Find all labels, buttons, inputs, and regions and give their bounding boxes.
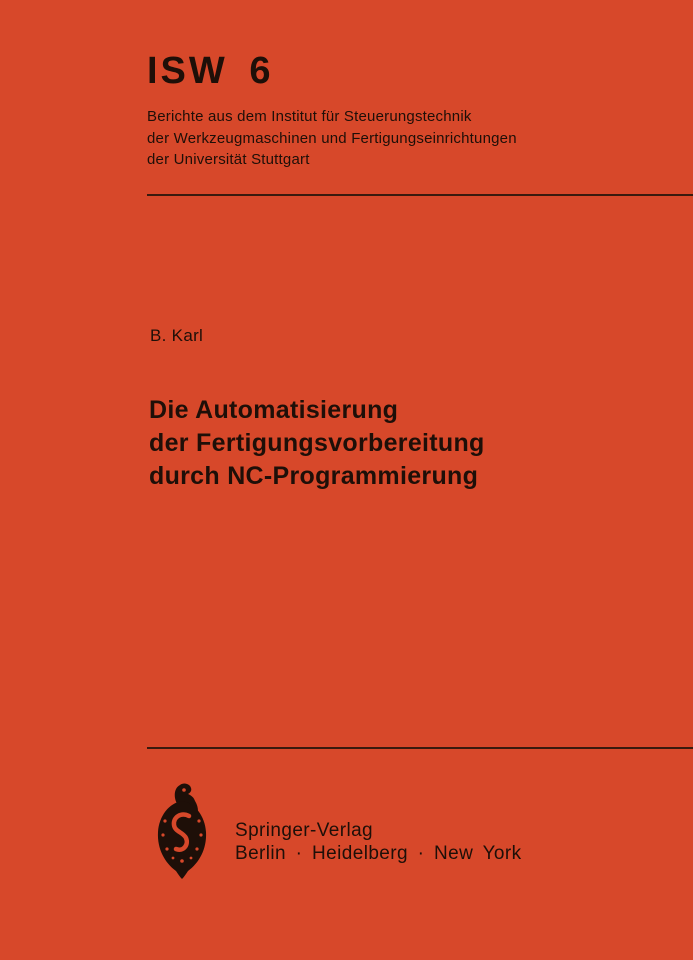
springer-knight-emblem-icon: [155, 783, 209, 879]
publisher-block: [235, 819, 522, 865]
title-line-1: Die Automatisierung: [149, 396, 399, 424]
series-code: ISW 6: [147, 50, 274, 92]
book-title: [149, 394, 485, 493]
title-line-2: der Fertigungsvorbereitung: [149, 429, 485, 457]
institute-line-2: der Werkzeugmaschinen und Fertigungseinrichtungen: [147, 129, 517, 147]
publisher-name: Springer-Verlag: [235, 820, 374, 841]
institute-line-3: der Universität Stuttgart: [147, 151, 310, 168]
institute-subtitle: [147, 106, 517, 171]
top-divider-rule: [147, 194, 693, 196]
title-line-3: durch NC-Programmierung: [149, 462, 479, 490]
author-name: B. Karl: [150, 326, 204, 345]
publisher-cities: Berlin · Heidelberg · New York: [235, 843, 522, 864]
bottom-divider-rule: [147, 747, 693, 749]
institute-line-1: Berichte aus dem Institut für Steuerungstechnik: [147, 108, 472, 125]
